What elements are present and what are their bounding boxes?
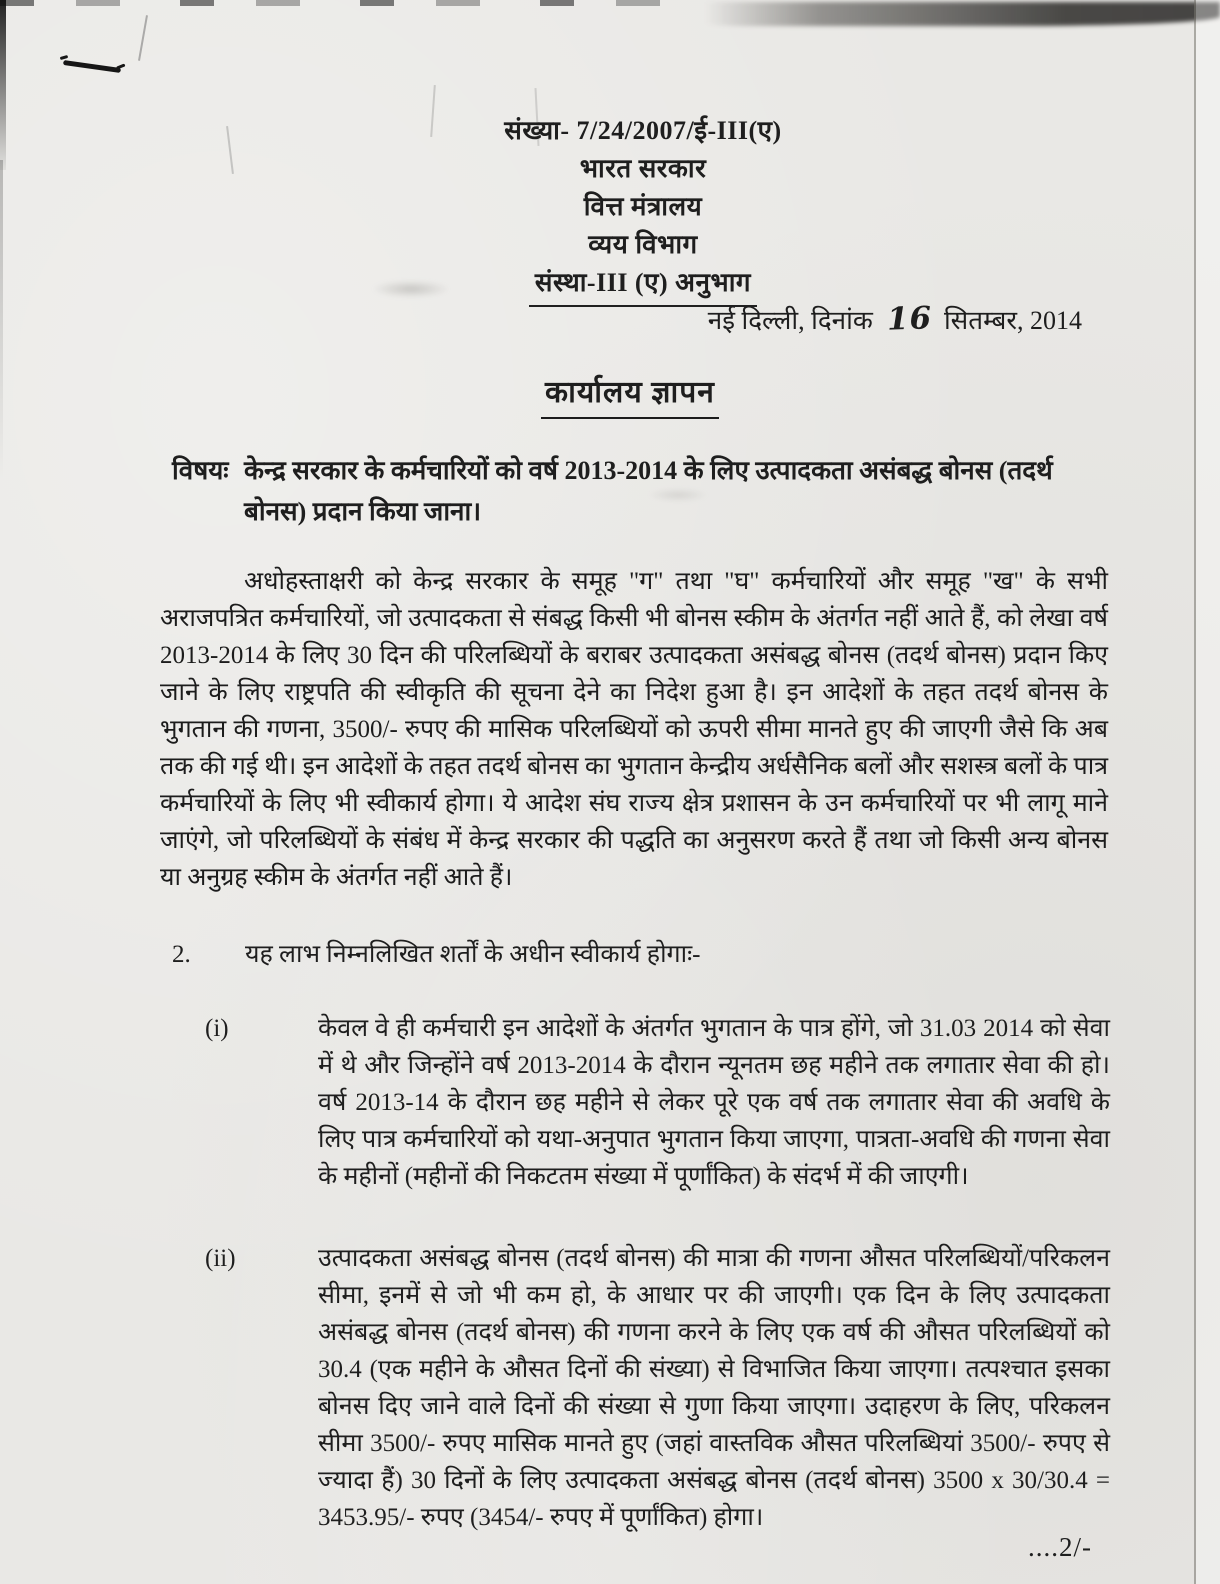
scan-left-edge-shadow-faint	[0, 160, 3, 480]
condition-ii-marker: (ii)	[205, 1245, 236, 1272]
paper-right-margin	[1196, 0, 1220, 1584]
page-continuation-mark: ....2/-	[1028, 1532, 1092, 1562]
scan-top-edge-marks	[0, 0, 700, 6]
clause-2-number: 2.	[172, 941, 191, 968]
subject-block	[172, 450, 1112, 532]
clause-2	[172, 936, 1112, 973]
reference-number: संख्या- 7/24/2007/ई-III(ए)	[504, 116, 782, 145]
letterhead	[143, 112, 1143, 307]
date-suffix: सितम्बर, 2014	[943, 306, 1082, 335]
handwritten-dash-mark	[63, 60, 121, 73]
date-place-prefix: नई दिल्ली, दिनांक	[707, 306, 873, 335]
condition-i	[205, 1010, 1110, 1195]
subject-text: केन्द्र सरकार के कर्मचारियों को वर्ष 2013-2014 के लिए उत्पादकता असंबद्ध बोनस (तदर्थ बोनस) प्रदान किया जाना।	[244, 456, 1053, 526]
section-line: संस्था-III (ए) अनुभाग	[143, 264, 1143, 307]
pencil-scratch	[138, 15, 148, 61]
paragraph-1: अधोहस्ताक्षरी को केन्द्र सरकार के समूह "ग" तथा "घ" कर्मचारियों और समूह "ख" के सभी अराजपत्रित कर्मचारियों, जो उत्पादकता से संबद्ध किसी भी बोनस स्कीम के अंतर्गत नहीं आते हैं, को लेखा वर्ष 2013-2014 के लिए 30 दिन की परिलब्धियों के बराबर उत्पादकता असंबद्ध बोनस (तदर्थ बोनस) प्रदान किए जाने के लिए राष्ट्रपति की स्वीकृति की सूचना देने का निदेश हुआ है। इन आदेशों के तहत तदर्थ बोनस के भुगतान की गणना, 3500/- रुपए की मासिक परिलब्धियों को ऊपरी सीमा मानते हुए की जाएगी जैसे कि अब तक की गई थी। इन आदेशों के तहत तदर्थ बोनस का भुगतान केन्द्रीय अर्धसैनिक बलों और सशस्त्र बलों के पात्र कर्मचारियों के लिए भी स्वीकार्य होगा। ये आदेश संघ राज्य क्षेत्र प्रशासन के उन कर्मचारियों पर भी लागू माने जाएंगे, जो परिलब्धियों के संबंध में केन्द्र सरकार की पद्धति का अनुसरण करते हैं तथा जो किसी अन्य बोनस या अनुग्रह स्कीम के अंतर्गत नहीं आते हैं।	[160, 568, 1108, 891]
condition-ii-text: उत्पादकता असंबद्ध बोनस (तदर्थ बोनस) की मात्रा की गणना औसत परिलब्धियों/परिकलन सीमा, इनमें से जो भी कम हो, के आधार पर की जाएगी। एक दिन के लिए उत्पादकता असंबद्ध बोनस (तदर्थ बोनस) की गणना करने के लिए एक वर्ष की औसत परिलब्धियों को 30.4 (एक महीने के औसत दिनों की संख्या) से विभाजित किया जाएगा। तत्पश्चात इसका बोनस दिए जाने वाले दिनों की संख्या से गुणा किया जाएगा। उदाहरण के लिए, परिकलन सीमा 3500/- रुपए मासिक मानते हुए (जहां वास्तविक औसत परिलब्धियां 3500/- रुपए से ज्यादा हैं) 30 दिनों के लिए उत्पादकता असंबद्ध बोनस (तदर्थ बोनस) 3500 x 30/30.4 = 3453.95/- रुपए (3454/- रुपए में पूर्णांकित) होगा।	[318, 1245, 1110, 1531]
subject-label: विषयः	[172, 456, 229, 485]
org-line-ministry: वित्त मंत्रालय	[583, 192, 703, 221]
clause-2-text: यह लाभ निम्नलिखित शर्तों के अधीन स्वीकार्य होगाः-	[245, 941, 701, 968]
condition-i-marker: (i)	[205, 1015, 229, 1042]
scan-left-edge-shadow	[0, 0, 6, 170]
org-line-government: भारत सरकार	[579, 154, 707, 183]
handwritten-day: 16	[886, 300, 933, 338]
paper-edge-line	[1194, 0, 1196, 1584]
org-line-department: व्यय विभाग	[588, 230, 698, 259]
condition-ii	[205, 1240, 1110, 1536]
scan-top-right-streak	[705, 2, 1220, 26]
memo-title: कार्यालय ज्ञापन	[110, 370, 1150, 419]
condition-i-text: केवल वे ही कर्मचारी इन आदेशों के अंतर्गत भुगतान के पात्र होंगे, जो 31.03 2014 को सेवा में थे और जिन्होंने वर्ष 2013-2014 के दौरान न्यूनतम छह महीने तक लगातार सेवा की हो। वर्ष 2013-14 के दौरान छह महीने से लेकर पूरे एक वर्ष तक लगातार सेवा की अवधि के लिए पात्र कर्मचारियों को यथा-अनुपात भुगतान किया जाएगा, पात्रता-अवधि की गणना सेवा के महीनों (महीनों की निकटतम संख्या में पूर्णांकित) के संदर्भ में की जाएगी।	[318, 1015, 1110, 1190]
date-line	[708, 300, 1082, 340]
